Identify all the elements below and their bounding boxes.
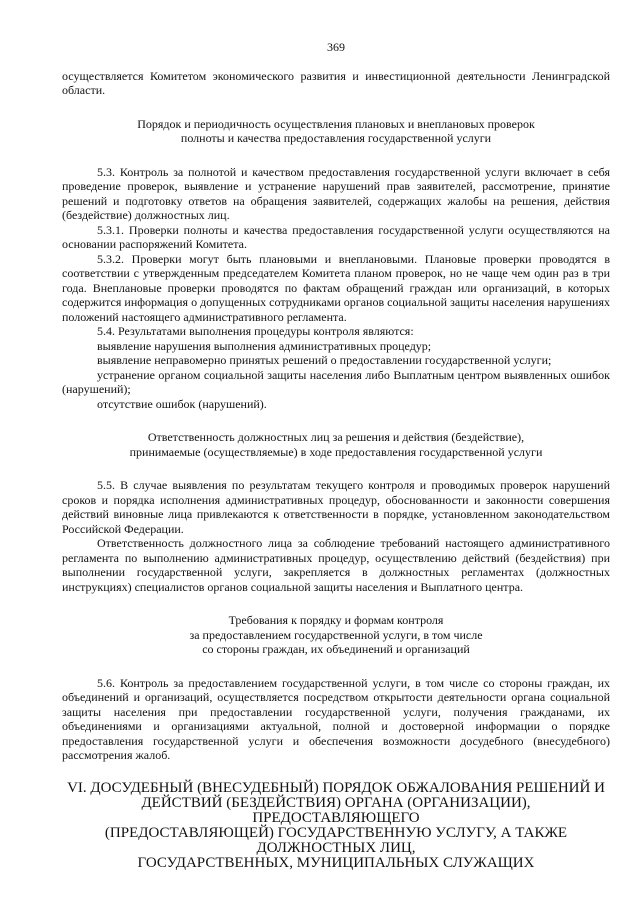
paragraph-5-4: 5.4. Результатами выполнения процедуры контроля являются: xyxy=(97,324,414,338)
chapter-title-line: ДЕЙСТВИЙ (БЕЗДЕЙСТВИЯ) ОРГАНА (ОРГАНИЗАЦИИ), ПРЕДОСТАВЛЯЮЩЕГО xyxy=(141,794,531,826)
section-title-line: за предоставлением государственной услуги, в том числе xyxy=(189,627,483,642)
paragraph-5-3-1: 5.3.1. Проверки полноты и качества предоставления государственной услуги осуществляются на основании распоряжений Комитета. xyxy=(62,222,610,251)
list-item: выявление неправомерно принятых решений о предоставлении государственной услуги; xyxy=(97,353,552,367)
chapter-title-line: VI. ДОСУДЕБНЫЙ (ВНЕСУДЕБНЫЙ) ПОРЯДОК ОБЖАЛОВАНИЯ РЕШЕНИЙ И xyxy=(67,779,605,796)
paragraph-responsibility: Ответственность должностного лица за соблюдение требований настоящего административного регламента по выполнению административных процедур, осуществлению действий (бездействия) при выполнении государственной услуги, закрепляется в должностных регламентах (должностных инструкциях) специалистов органов социальной защиты населения и Выплатного центра. xyxy=(62,536,610,594)
list-item: выявление нарушения выполнения административных процедур; xyxy=(97,338,432,353)
section-title-responsibility xyxy=(62,430,610,459)
section-title-line: Требования к порядку и формам контроля xyxy=(228,613,444,627)
chapter-6-title xyxy=(62,781,610,871)
section-title-line: со стороны граждан, их объединений и организаций xyxy=(202,642,470,656)
section-title-line: полноты и качества предоставления государственной услуги xyxy=(180,131,492,145)
section-title-inspections xyxy=(62,117,610,146)
list-item: устранение органом социальной защиты населения либо Выплатным центром выявленных ошибок (нарушений); xyxy=(62,367,610,396)
list-item: отсутствие ошибок (нарушений). xyxy=(97,396,267,411)
paragraph-5-6: 5.6. Контроль за предоставлением государственной услуги, в том числе со стороны граждан, их объединений и организаций, осуществляется посредством открытости деятельности органа социальной защиты населения при предоставлении государственной услуги, получения гражданами, их объединениями и организациями актуальной, полной и достоверной информации о порядке предоставления государственной услуги и обеспечения возможности досудебного (внесудебного) рассмотрения жалоб. xyxy=(62,675,610,762)
page-number: 369 xyxy=(327,40,345,54)
section-title-line: принимаемые (осуществляемые) в ходе предоставления государственной услуги xyxy=(129,444,543,459)
section-title-line: Порядок и периодичность осуществления плановых и внеплановых проверок xyxy=(137,116,535,131)
chapter-title-line: (ПРЕДОСТАВЛЯЮЩЕЙ) ГОСУДАРСТВЕННУЮ УСЛУГУ, А ТАКЖЕ ДОЛЖНОСТНЫХ ЛИЦ, xyxy=(104,824,568,856)
paragraph-5-3: 5.3. Контроль за полнотой и качеством предоставления государственной услуги включает в себя проведение проверок, выявление и устранение нарушений прав заявителей, рассмотрение, принятие решений и подготовку ответов на обращения заявителей, содержащих жалобы на решения, действия (бездействие) должностных лиц. xyxy=(62,164,610,222)
chapter-title-line: ГОСУДАРСТВЕННЫХ, МУНИЦИПАЛЬНЫХ СЛУЖАЩИХ xyxy=(137,854,535,871)
section-title-line: Ответственность должностных лиц за решения и действия (бездействие), xyxy=(147,430,525,444)
intro-fragment: осуществляется Комитетом экономического развития и инвестиционной деятельности Ленинградской области. xyxy=(62,68,610,97)
section-title-control-requirements xyxy=(62,613,610,657)
paragraph-5-5: 5.5. В случае выявления по результатам текущего контроля и проводимых проверок нарушений сроков и порядка исполнения административных процедур, обоснованности и законности совершения действий виновные лица привлекаются к ответственности в порядке, установленном законодательством Российской Федерации. xyxy=(62,478,610,536)
paragraph-5-3-2: 5.3.2. Проверки могут быть плановыми и внеплановыми. Плановые проверки проводятся в соответствии с утвержденным председателем Комитета планом проверок, но не чаще чем один раз в три года. Внеплановые проверки проводятся по фактам обращений граждан или организаций, в которых содержится информация о допущенных сотрудниками органов социальной защиты населения нарушениях положений настоящего административного регламента. xyxy=(62,251,610,324)
